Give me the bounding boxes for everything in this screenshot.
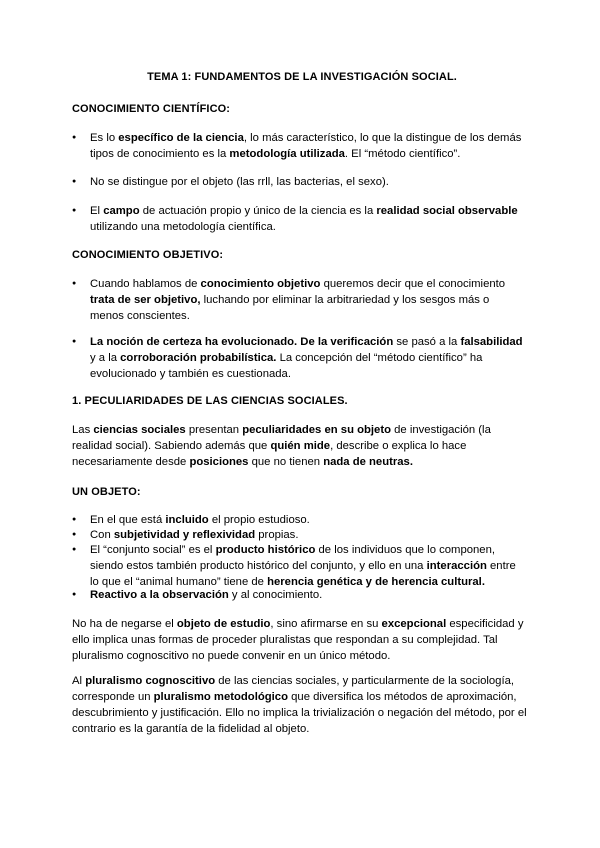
bullet-reactivo: ● Reactivo a la observación y al conocimiento.: [90, 587, 526, 603]
section-heading-un-objeto: UN OBJETO:: [72, 486, 141, 498]
section-heading-conocimiento-cientifico: CONOCIMIENTO CIENTÍFICO:: [72, 103, 231, 115]
bullet-subjetividad: ● Con subjetividad y reflexividad propias.: [90, 527, 526, 543]
bullet-nocion-certeza: ● La noción de certeza ha evolucionado. De la verificación se pasó a la falsabilidad y a la corroboración probabilística. La concepción del “método científico” ha evolucionado y también es cuestionada.: [90, 334, 526, 382]
section-heading-conocimiento-objetivo: CONOCIMIENTO OBJETIVO:: [72, 249, 224, 261]
section-heading-peculiaridades: 1. PECULIARIDADES DE LAS CIENCIAS SOCIALES.: [72, 395, 348, 407]
paragraph-ciencias-sociales: Las ciencias sociales presentan peculiaridades en su objeto de investigación (la realidad social). Sabiendo además que quién mide, describe o explica lo hace necesariamente desde posiciones que no tienen nada de neutras.: [72, 424, 491, 468]
document-title: TEMA 1: FUNDAMENTOS DE LA INVESTIGACIÓN SOCIAL.: [147, 71, 457, 83]
bullet-campo: ● El campo de actuación propio y único de la ciencia es la realidad social observable utilizando una metodología científica.: [90, 203, 526, 235]
bullet-incluido: ● En el que está incluido el propio estudioso.: [90, 512, 526, 528]
bullet-especifico-ciencia: ● Es lo específico de la ciencia, lo más característico, lo que la distingue de los demás tipos de conocimiento es la metodología utilizada. El “método científico”.: [90, 130, 526, 162]
paragraph-objeto-estudio: No ha de negarse el objeto de estudio, sino afirmarse en su excepcional especificidad y ello implica unas formas de proceder pluralistas que respondan a su complejidad. Tal pluralismo cognoscitivo no puede convenir en un único método.: [72, 618, 524, 662]
bullet-no-objeto: ● No se distingue por el objeto (las rrll, las bacterias, el sexo).: [90, 174, 526, 190]
bullet-producto-historico: ● El “conjunto social” es el producto histórico de los individuos que lo componen, siendo estos también producto histórico del conjunto, y ello en una interacción entre lo que el “animal humano” tiene de herencia genética y de herencia cultural.: [90, 542, 526, 590]
bullet-conocimiento-objetivo: ● Cuando hablamos de conocimiento objetivo queremos decir que el conocimiento trata de ser objetivo, luchando por eliminar la arbitrariedad y los sesgos más o menos conscientes.: [90, 276, 526, 324]
paragraph-pluralismo: Al pluralismo cognoscitivo de las ciencias sociales, y particularmente de la sociología, corresponde un pluralismo metodológico que diversifica los métodos de aproximación, descubrimiento y justificación. Ello no implica la trivialización o negación del método, por el contrario es la garantía de la fidelidad al objeto.: [72, 675, 527, 735]
